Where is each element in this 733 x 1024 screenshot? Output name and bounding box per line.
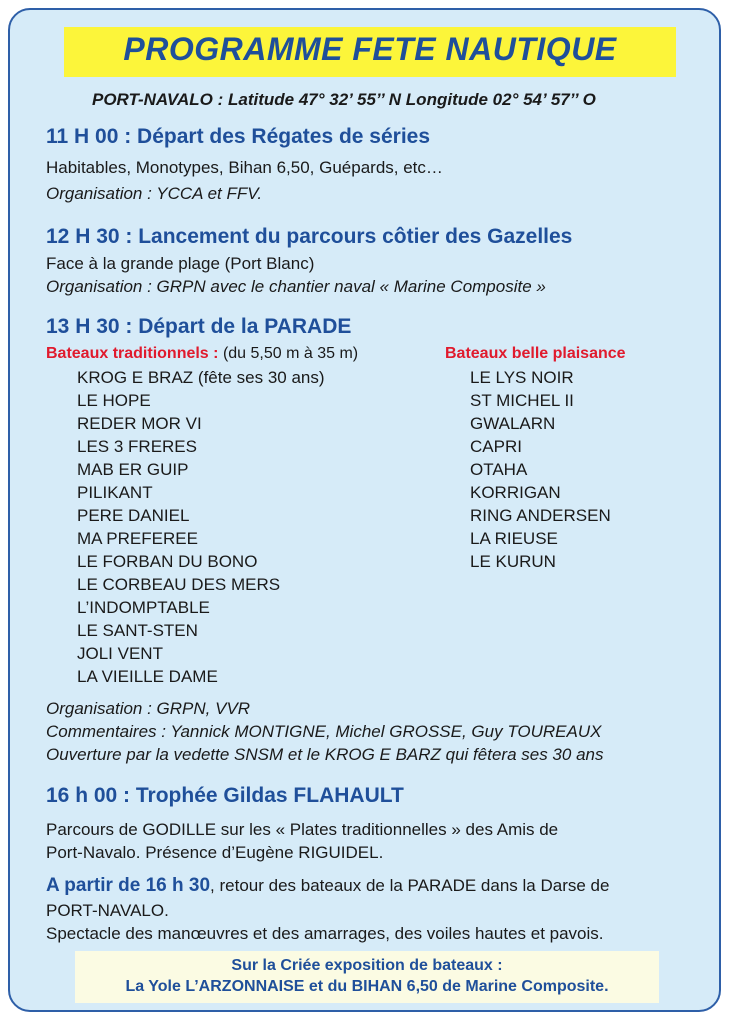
event-heading-1330: 13 H 30 : Départ de la PARADE (46, 315, 352, 338)
event-1630-line3: Spectacle des manœuvres et des amarrages, des voiles hautes et pavois. (46, 924, 604, 943)
event-1630-text: , retour des bateaux de la PARADE dans la Darse de (210, 876, 610, 895)
exhibition-title: Sur la Criée exposition de bateaux : (231, 957, 503, 974)
list-item: PERE DANIEL (77, 506, 190, 525)
event-1630-line1 (46, 875, 609, 897)
list-item: PILIKANT (77, 483, 153, 502)
list-item: OTAHA (470, 460, 528, 479)
list-item: MAB ER GUIP (77, 460, 189, 479)
belle-plaisance-label: Bateaux belle plaisance (445, 345, 626, 362)
traditional-boats-list (77, 366, 325, 688)
list-item: L’INDOMPTABLE (77, 598, 210, 617)
event-description-1230: Face à la grande plage (Port Blanc) (46, 254, 315, 273)
parade-opening: Ouverture par la vedette SNSM et le KROG E BARZ qui fêtera ses 30 ans (46, 745, 604, 764)
traditional-boats-label: Bateaux traditionnels : (46, 345, 219, 362)
list-item: CAPRI (470, 437, 522, 456)
event-1630-lead: A partir de 16 h 30 (46, 875, 211, 896)
event-description-1600-line1: Parcours de GODILLE sur les « Plates traditionnelles » des Amis de (46, 820, 559, 839)
event-heading-1100: 11 H 00 : Départ des Régates de séries (46, 125, 431, 148)
list-item: LES 3 FRERES (77, 437, 197, 456)
list-item: LA RIEUSE (470, 529, 558, 548)
list-item: RING ANDERSEN (470, 506, 611, 525)
parade-commentators: Commentaires : Yannick MONTIGNE, Michel GROSSE, Guy TOUREAUX (46, 722, 602, 741)
belle-plaisance-list (470, 366, 611, 573)
list-item: LE FORBAN DU BONO (77, 552, 258, 571)
traditional-boats-header (46, 345, 358, 363)
location-coordinates: PORT-NAVALO : Latitude 47° 32’ 55’’ N Longitude 02° 54’ 57’’ O (92, 90, 596, 109)
event-heading-1230: 12 H 30 : Lancement du parcours côtier des Gazelles (46, 225, 573, 248)
exhibition-box (75, 951, 659, 1003)
page-title: PROGRAMME FETE NAUTIQUE (123, 31, 617, 67)
list-item: LE HOPE (77, 391, 151, 410)
list-item: LE KURUN (470, 552, 556, 571)
event-description-1100: Habitables, Monotypes, Bihan 6,50, Guépards, etc… (46, 158, 443, 177)
list-item: LE CORBEAU DES MERS (77, 575, 281, 594)
exhibition-details: La Yole L’ARZONNAISE et du BIHAN 6,50 de Marine Composite. (125, 978, 609, 995)
event-organisation-1330: Organisation : GRPN, VVR (46, 699, 251, 718)
list-item: LE LYS NOIR (470, 368, 574, 387)
title-banner (64, 27, 676, 77)
list-item: REDER MOR VI (77, 414, 202, 433)
event-heading-1600: 16 h 00 : Trophée Gildas FLAHAULT (46, 784, 404, 807)
list-item: JOLI VENT (77, 644, 163, 663)
event-organisation-1100: Organisation : YCCA et FFV. (46, 184, 263, 203)
event-description-1600-line2: Port-Navalo. Présence d’Eugène RIGUIDEL. (46, 843, 384, 862)
event-organisation-1230: Organisation : GRPN avec le chantier naval « Marine Composite » (46, 277, 546, 296)
list-item: GWALARN (470, 414, 556, 433)
list-item: ST MICHEL II (470, 391, 574, 410)
list-item: LE SANT-STEN (77, 621, 198, 640)
list-item: KORRIGAN (470, 483, 561, 502)
list-item: LA VIEILLE DAME (77, 667, 218, 686)
traditional-boats-size: (du 5,50 m à 35 m) (222, 345, 359, 362)
list-item: MA PREFEREE (77, 529, 198, 548)
event-1630-line2: PORT-NAVALO. (46, 901, 169, 920)
list-item: KROG E BRAZ (fête ses 30 ans) (77, 368, 325, 387)
